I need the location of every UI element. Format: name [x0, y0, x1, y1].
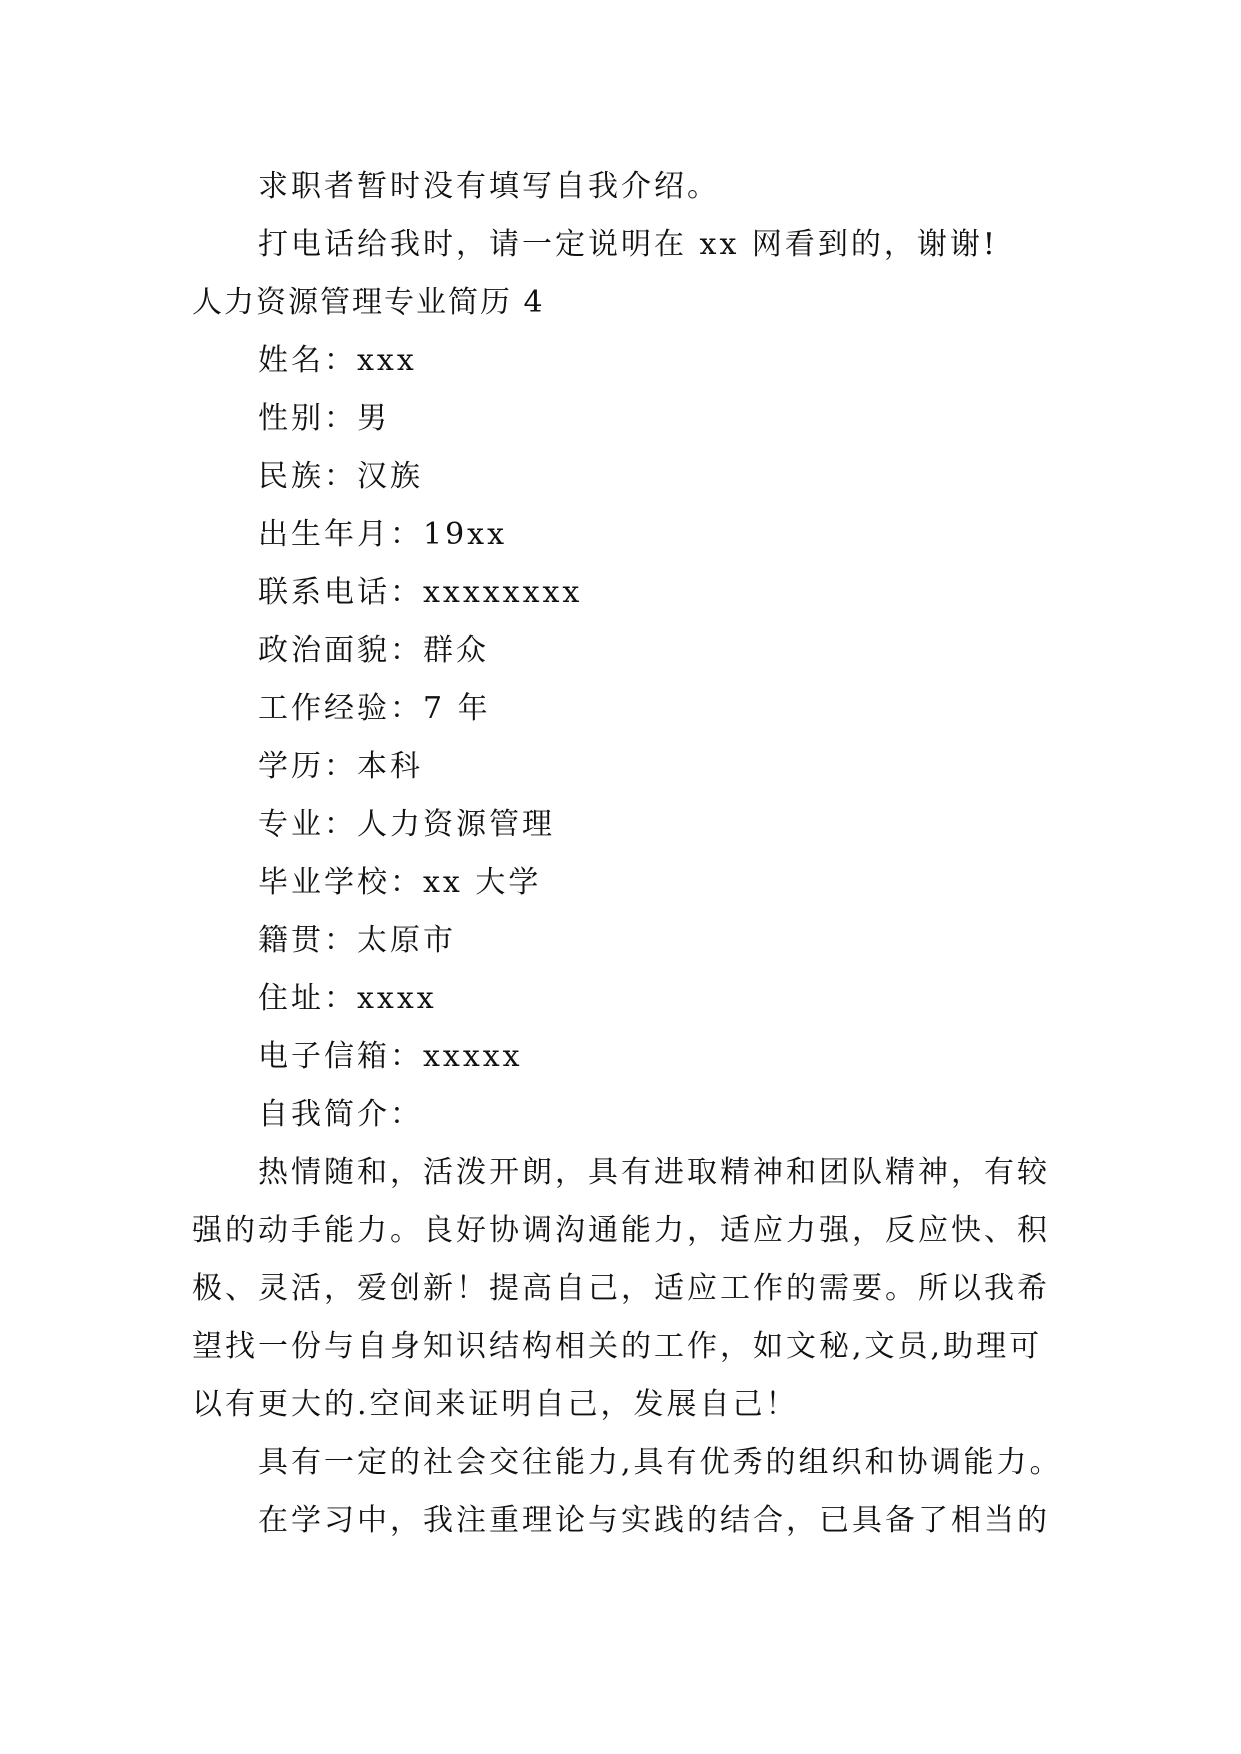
- field-label: 性别：: [258, 401, 357, 436]
- field-row-address: [258, 979, 437, 1019]
- self-intro-heading: 自我简介：: [258, 1097, 423, 1132]
- field-label: 电子信箱：: [258, 1039, 423, 1074]
- paragraph1-line: 望找一份与自身知识结构相关的工作，如文秘,文员,助理可: [192, 1329, 1043, 1364]
- field-row-education: [258, 747, 423, 787]
- field-row-birth: [258, 515, 507, 555]
- field-value: xxxx: [357, 981, 437, 1016]
- field-value: 群众: [423, 633, 489, 668]
- field-value: 太原市: [357, 923, 456, 958]
- field-row-ethnicity: [258, 457, 423, 497]
- field-label: 学历：: [258, 749, 357, 784]
- field-label: 出生年月：: [258, 517, 423, 552]
- field-label: 民族：: [258, 459, 357, 494]
- field-label: 专业：: [258, 807, 357, 842]
- field-row-experience: [258, 689, 491, 729]
- field-row-email: [258, 1037, 523, 1077]
- paragraph1-line: 热情随和，活泼开朗，具有进取精神和团队精神，有较: [258, 1155, 1050, 1190]
- field-value: 本科: [357, 749, 423, 784]
- field-row-major: [258, 805, 555, 845]
- field-row-hometown: [258, 921, 456, 961]
- field-value: xxxxxxxx: [423, 575, 583, 610]
- field-row-school: [258, 863, 541, 903]
- field-value: xxx: [357, 343, 417, 378]
- field-value: xx 大学: [423, 865, 542, 900]
- field-row-phone: [258, 573, 582, 613]
- field-label: 毕业学校：: [258, 865, 423, 900]
- paragraph1-line: 强的动手能力。良好协调沟通能力，适应力强，反应快、积: [192, 1213, 1050, 1248]
- section-title: 人力资源管理专业简历 4: [192, 285, 545, 320]
- field-label: 工作经验：: [258, 691, 423, 726]
- paragraph1-line: 极、灵活，爱创新！提高自己，适应工作的需要。所以我希: [192, 1271, 1050, 1306]
- field-row-gender: [258, 399, 390, 439]
- paragraph3: 在学习中，我注重理论与实践的结合，已具备了相当的: [258, 1503, 1050, 1538]
- field-value: 汉族: [357, 459, 423, 494]
- paragraph2: 具有一定的社会交往能力,具有优秀的组织和协调能力。: [258, 1445, 1063, 1480]
- field-label: 住址：: [258, 981, 357, 1016]
- field-label: 姓名：: [258, 343, 357, 378]
- intro-note: 求职者暂时没有填写自我介绍。: [258, 169, 720, 204]
- field-row-name: [258, 341, 417, 381]
- field-row-political: [258, 631, 489, 671]
- field-label: 联系电话：: [258, 575, 423, 610]
- field-label: 籍贯：: [258, 923, 357, 958]
- field-label: 政治面貌：: [258, 633, 423, 668]
- call-note: 打电话给我时，请一定说明在 xx 网看到的，谢谢!: [258, 227, 998, 262]
- field-value: 人力资源管理: [357, 807, 555, 842]
- field-value: 7 年: [423, 691, 491, 726]
- field-value: 19xx: [423, 517, 508, 552]
- field-value: xxxxx: [423, 1039, 523, 1074]
- paragraph1-line: 以有更大的.空间来证明自己，发展自己！: [192, 1387, 799, 1422]
- field-value: 男: [357, 401, 390, 436]
